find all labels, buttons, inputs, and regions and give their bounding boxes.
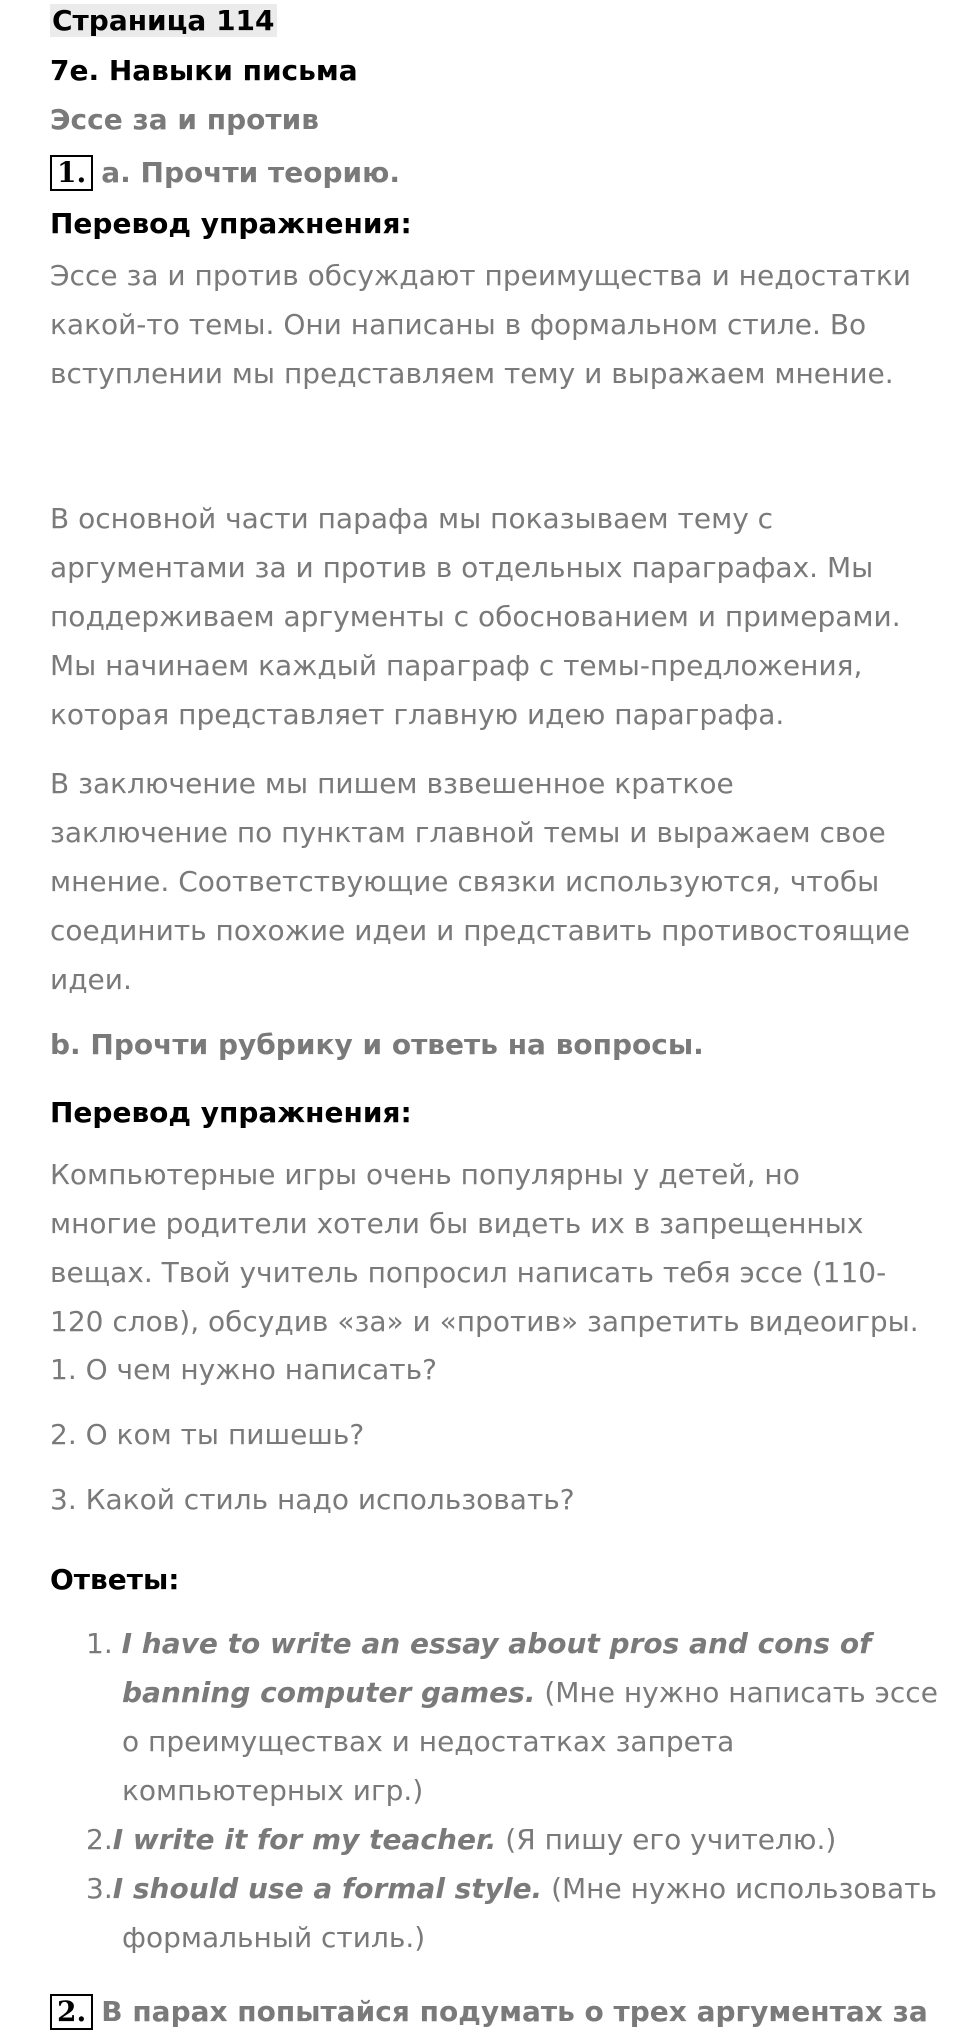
text-line: 120 слов), обсудив «за» и «против» запретить видеоигры. xyxy=(50,1305,919,1338)
text-line: вещах. Твой учитель попросил написать тебя эссе (110- xyxy=(50,1256,887,1289)
answer-2 xyxy=(86,1815,836,1864)
question-3: 3. Какой стиль надо использовать? xyxy=(50,1483,575,1516)
text-line: какой-то темы. Они написаны в формальном стиле. Во xyxy=(50,308,867,341)
exercise-number-box: 2. xyxy=(50,1994,93,2030)
answer-ru: (Мне нужно использовать xyxy=(542,1872,937,1905)
answer-en: I should use a formal style. xyxy=(112,1872,543,1905)
text-line: поддерживаем аргументы с обоснованием и примерами. xyxy=(50,600,901,633)
text-line: Эссе за и против обсуждают преимущества и недостатки xyxy=(50,259,911,292)
page-number-row xyxy=(50,2,277,40)
answer-ru: (Я пишу его учителю.) xyxy=(496,1823,837,1856)
question-1: 1. О чем нужно написать? xyxy=(50,1353,437,1386)
text-line: заключение по пунктам главной темы и выражаем свое xyxy=(50,816,886,849)
answer-ru: (Мне нужно написать эссе xyxy=(535,1676,938,1709)
task-b: b. Прочти рубрику и ответь на вопросы. xyxy=(50,1028,704,1061)
paragraph-3 xyxy=(50,759,910,1004)
paragraph-4 xyxy=(50,1150,919,1346)
exercise-number-box: 1. xyxy=(50,155,93,191)
answer-en: banning computer games. xyxy=(122,1676,536,1709)
text-line: мнение. Соответствующие связки используются, чтобы xyxy=(50,865,880,898)
text-line: аргументами за и против в отдельных параграфах. Мы xyxy=(50,551,874,584)
exercise-2-task: В парах попытайся подумать о трех аргументах за xyxy=(101,1995,928,2028)
paragraph-2 xyxy=(50,494,901,739)
answer-line: формальный стиль.) xyxy=(122,1921,426,1954)
subtitle: Эссе за и против xyxy=(50,103,319,136)
translation-label-2: Перевод упражнения: xyxy=(50,1096,412,1129)
exercise-1-heading xyxy=(50,154,400,192)
answer-line xyxy=(86,1864,937,1913)
text-line: В заключение мы пишем взвешенное краткое xyxy=(50,767,734,800)
text-line: идеи. xyxy=(50,963,132,996)
answer-1 xyxy=(86,1619,938,1815)
question-2: 2. О ком ты пишешь? xyxy=(50,1418,365,1451)
answer-number: 1. xyxy=(86,1627,113,1660)
answer-line: о преимуществах и недостатках запрета xyxy=(122,1725,735,1758)
answer-line: компьютерных игр.) xyxy=(122,1774,424,1807)
page-number: Страница 114 xyxy=(52,4,275,37)
text-line: соединить похожие идеи и представить противостоящие xyxy=(50,914,910,947)
exercise-2-heading xyxy=(50,1993,928,2031)
text-line: Компьютерные игры очень популярны у детей, но xyxy=(50,1158,800,1191)
answer-en: I write it for my teacher. xyxy=(112,1823,497,1856)
text-line: многие родители хотели бы видеть их в запрещенных xyxy=(50,1207,864,1240)
text-line: В основной части парафа мы показываем тему с xyxy=(50,502,774,535)
answer-number: 3. xyxy=(86,1872,113,1905)
answer-3 xyxy=(86,1864,937,1962)
text-line: Мы начинаем каждый параграф с темы-предложения, xyxy=(50,649,863,682)
paragraph-1 xyxy=(50,251,911,398)
section-title: 7e. Навыки письма xyxy=(50,54,358,87)
answer-line xyxy=(86,1619,938,1668)
answer-en: I have to write an essay about pros and cons of xyxy=(121,1627,872,1660)
exercise-1-task: a. Прочти теорию. xyxy=(101,156,401,189)
answers-label: Ответы: xyxy=(50,1563,180,1596)
answer-line xyxy=(86,1668,938,1717)
translation-label: Перевод упражнения: xyxy=(50,207,412,240)
answer-number: 2. xyxy=(86,1823,113,1856)
text-line: вступлении мы представляем тему и выражаем мнение. xyxy=(50,357,894,390)
text-line: которая представляет главную идею параграфа. xyxy=(50,698,785,731)
